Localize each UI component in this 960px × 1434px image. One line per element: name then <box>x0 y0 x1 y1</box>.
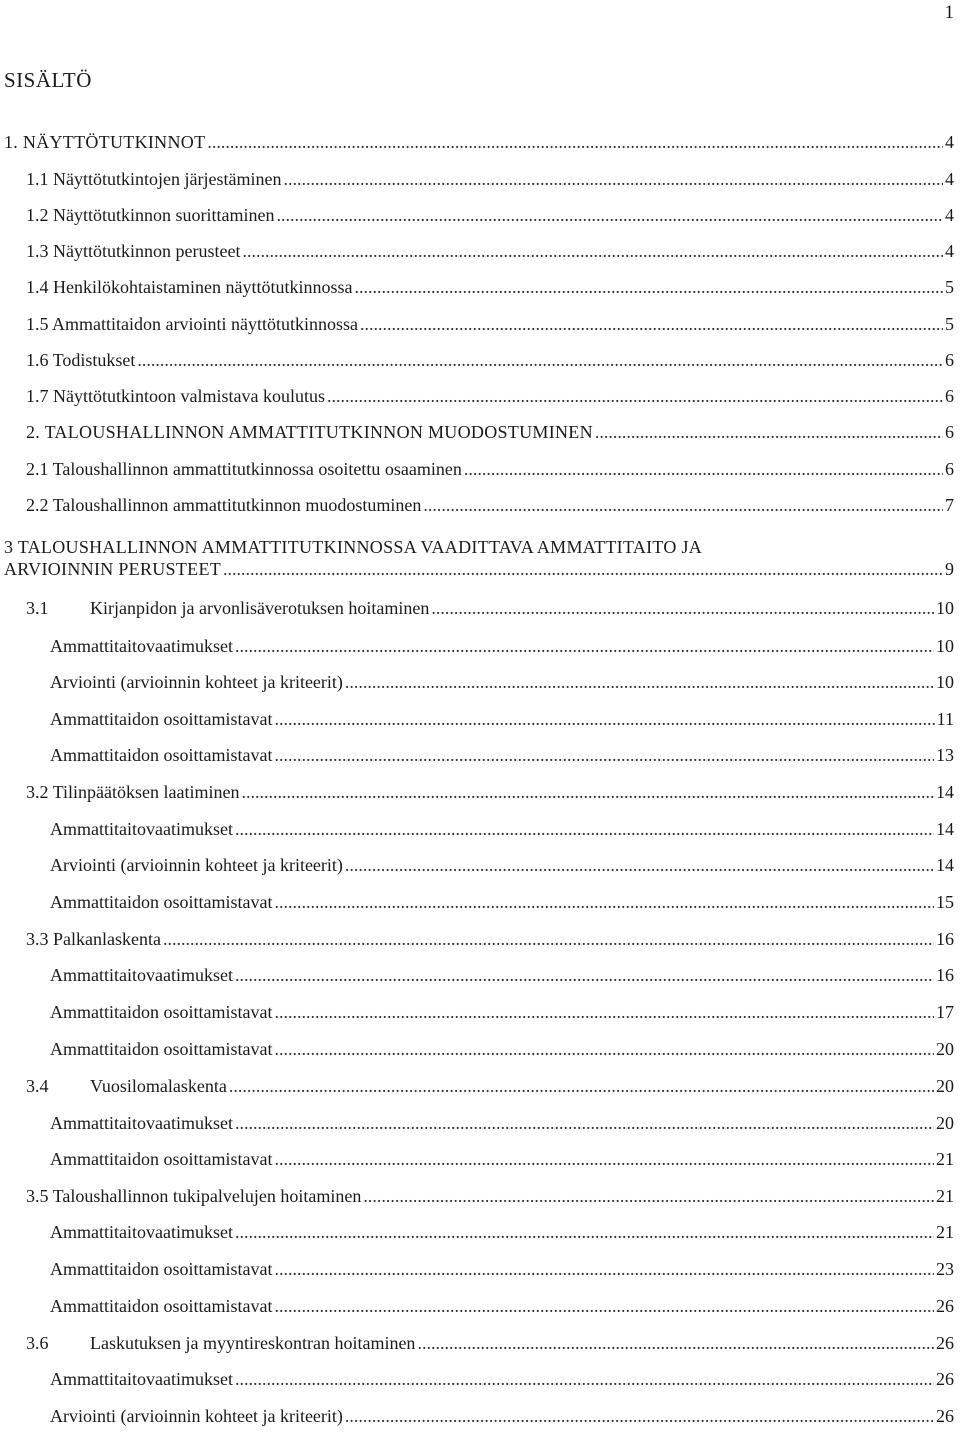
toc-entry-label: Ammattitaidon osoittamistavat <box>50 892 273 912</box>
toc-entry[interactable] <box>0 1361 960 1397</box>
toc-entry-label: Ammattitaitovaatimukset <box>50 1113 233 1133</box>
toc-leader-dots <box>354 269 943 305</box>
toc-entry-number: 3.6 <box>26 1333 49 1353</box>
toc-leader-dots <box>595 414 943 450</box>
toc-leader-dots <box>235 1105 934 1141</box>
toc-entry-label: Ammattitaidon osoittamistavat <box>50 1259 273 1279</box>
toc-entry-page: 26 <box>936 1296 954 1316</box>
toc-entry-number: 3.4 <box>26 1076 49 1096</box>
toc-entry-page: 10 <box>936 598 954 618</box>
toc-entry[interactable] <box>0 487 960 523</box>
toc-entry[interactable] <box>0 957 960 993</box>
toc-leader-dots <box>235 1214 934 1250</box>
toc-entry-label: 1.7 Näyttötutkintoon valmistava koulutus <box>26 386 325 406</box>
toc-entry-page: 26 <box>936 1333 954 1353</box>
toc-entry-page: 6 <box>945 459 954 479</box>
toc-entry-label: Ammattitaidon osoittamistavat <box>50 1002 273 1022</box>
toc-entry[interactable] <box>0 737 960 773</box>
toc-entry[interactable] <box>0 414 960 450</box>
toc-entry[interactable] <box>0 664 960 700</box>
toc-leader-dots <box>276 197 943 233</box>
toc-entry-page: 20 <box>936 1076 954 1096</box>
toc-entry[interactable] <box>0 342 960 378</box>
toc-entry[interactable] <box>0 1178 960 1214</box>
toc-entry-label: 2. TALOUSHALLINNON AMMATTITUTKINNON MUODOSTUMINEN <box>26 422 593 442</box>
toc-entry[interactable] <box>0 1214 960 1250</box>
toc-entry-page: 23 <box>936 1259 954 1279</box>
toc-entry-label-line1: 3 TALOUSHALLINNON AMMATTITUTKINNOSSA VAADITTAVA AMMATTITAITO JA <box>4 537 703 557</box>
toc-entry[interactable] <box>0 1251 960 1287</box>
toc-entry-page: 20 <box>936 1039 954 1059</box>
toc-entry-page: 20 <box>936 1113 954 1133</box>
toc-entry-page: 21 <box>936 1222 954 1242</box>
toc-entry-page: 7 <box>945 495 954 515</box>
toc-leader-dots <box>274 737 934 773</box>
toc-entry-label: 1.1 Näyttötutkintojen järjestäminen <box>26 169 282 189</box>
toc-entry[interactable] <box>0 921 960 957</box>
toc-leader-dots <box>327 378 943 414</box>
toc-entry-page: 4 <box>945 169 954 189</box>
toc-entry-label: ARVIOINNIN PERUSTEET <box>4 559 222 579</box>
toc-entry-label: Ammattitaidon osoittamistavat <box>50 709 273 729</box>
toc-entry-label: Ammattitaidon osoittamistavat <box>50 1149 273 1169</box>
toc-leader-dots <box>274 701 934 737</box>
toc-leader-dots <box>274 994 934 1030</box>
toc-entry[interactable] <box>0 628 960 664</box>
toc-leader-dots <box>417 1325 934 1361</box>
toc-leader-dots <box>363 1178 934 1214</box>
toc-entry[interactable] <box>0 1288 960 1324</box>
toc-leader-dots <box>345 847 934 883</box>
toc-entry[interactable] <box>0 269 960 305</box>
toc-entry-label: Ammattitaidon osoittamistavat <box>50 745 273 765</box>
toc-entry-page: 4 <box>945 132 954 152</box>
toc-entry-label: Arviointi (arvioinnin kohteet ja kriteerit) <box>50 672 343 692</box>
toc-leader-dots <box>223 551 943 587</box>
toc-entry-label: 1.2 Näyttötutkinnon suorittaminen <box>26 205 275 225</box>
toc-entry-page: 14 <box>936 855 954 875</box>
toc-entry-page: 6 <box>945 422 954 442</box>
toc-entry[interactable] <box>0 590 960 626</box>
toc-entry-page: 9 <box>945 559 954 579</box>
toc-entry-label: Ammattitaitovaatimukset <box>50 636 233 656</box>
toc-entry[interactable] <box>0 124 960 160</box>
toc-entry-label: 1.5 Ammattitaidon arviointi näyttötutkinnossa <box>26 314 358 334</box>
toc-entry-page: 26 <box>936 1406 954 1426</box>
toc-entry[interactable] <box>0 161 960 197</box>
toc-leader-dots <box>345 664 934 700</box>
toc-entry-label: Vuosilomalaskenta <box>90 1076 227 1096</box>
toc-entry[interactable] <box>0 1398 960 1434</box>
toc-entry[interactable] <box>0 1325 960 1361</box>
toc-leader-dots <box>345 1398 934 1434</box>
toc-entry[interactable] <box>0 1105 960 1141</box>
toc-entry-page: 14 <box>936 819 954 839</box>
toc-entry-label: 1.3 Näyttötutkinnon perusteet <box>26 241 241 261</box>
toc-leader-dots <box>274 884 934 920</box>
toc-entry[interactable] <box>0 1068 960 1104</box>
toc-entry-page: 5 <box>945 277 954 297</box>
toc-entry[interactable] <box>0 994 960 1030</box>
toc-entry-page: 10 <box>936 636 954 656</box>
toc-entry-label: Ammattitaitovaatimukset <box>50 1222 233 1242</box>
toc-leader-dots <box>235 628 934 664</box>
toc-entry-page: 4 <box>945 205 954 225</box>
toc-entry-number: 3.1 <box>26 598 49 618</box>
toc-entry-label: 3.2 Tilinpäätöksen laatiminen <box>26 782 240 802</box>
toc-entry[interactable] <box>0 701 960 737</box>
toc-entry-page: 16 <box>936 929 954 949</box>
toc-entry[interactable] <box>0 774 960 810</box>
toc-entry-page: 21 <box>936 1186 954 1206</box>
toc-entry-label: 2.2 Taloushallinnon ammattitutkinnon muodostuminen <box>26 495 422 515</box>
toc-entry-page: 13 <box>936 745 954 765</box>
toc-leader-dots <box>235 957 934 993</box>
page-number: 1 <box>944 2 954 23</box>
toc-entry-label: Ammattitaitovaatimukset <box>50 819 233 839</box>
toc-entry[interactable] <box>0 451 960 487</box>
toc-entry-label: 1. NÄYTTÖTUTKINNOT <box>4 132 206 152</box>
toc-leader-dots <box>464 451 943 487</box>
toc-entry-label: 2.1 Taloushallinnon ammattitutkinnossa osoitettu osaaminen <box>26 459 462 479</box>
toc-entry-label: Arviointi (arvioinnin kohteet ja kriteerit) <box>50 855 343 875</box>
toc-leader-dots <box>137 342 943 378</box>
toc-leader-dots <box>423 487 943 523</box>
toc-entry-page: 16 <box>936 965 954 985</box>
toc-entry[interactable] <box>0 378 960 414</box>
toc-leader-dots <box>242 233 943 269</box>
toc-entry[interactable] <box>0 306 960 342</box>
toc-leader-dots <box>229 1068 934 1104</box>
toc-entry-page: 6 <box>945 386 954 406</box>
toc-entry-page: 26 <box>936 1369 954 1389</box>
toc-leader-dots <box>235 811 934 847</box>
toc-leader-dots <box>163 921 934 957</box>
toc-entry[interactable] <box>0 197 960 233</box>
toc-entry-page: 5 <box>945 314 954 334</box>
toc-heading: SISÄLTÖ <box>4 68 92 92</box>
toc-leader-dots <box>207 124 943 160</box>
toc-entry-page: 10 <box>936 672 954 692</box>
toc-entry[interactable] <box>0 551 960 587</box>
toc-entry-label: Ammattitaidon osoittamistavat <box>50 1039 273 1059</box>
toc-entry-page: 17 <box>936 1002 954 1022</box>
toc-entry[interactable] <box>0 1141 960 1177</box>
toc-entry-page: 6 <box>945 350 954 370</box>
toc-entry-label: Laskutuksen ja myyntireskontran hoitaminen <box>90 1333 416 1353</box>
toc-entry[interactable] <box>0 884 960 920</box>
toc-entry[interactable] <box>0 233 960 269</box>
toc-entry-label: Arviointi (arvioinnin kohteet ja kriteerit) <box>50 1406 343 1426</box>
toc-entry-page: 21 <box>936 1149 954 1169</box>
toc-leader-dots <box>283 161 943 197</box>
toc-entry-label: 3.5 Taloushallinnon tukipalvelujen hoitaminen <box>26 1186 362 1206</box>
toc-leader-dots <box>274 1251 934 1287</box>
toc-entry-page: 4 <box>945 241 954 261</box>
toc-entry-label: Ammattitaitovaatimukset <box>50 1369 233 1389</box>
toc-entry-page: 15 <box>936 892 954 912</box>
toc-entry[interactable] <box>0 811 960 847</box>
toc-entry-page: 11 <box>936 709 954 729</box>
toc-entry-page: 14 <box>936 782 954 802</box>
toc-leader-dots <box>431 590 934 626</box>
toc-entry-label: Kirjanpidon ja arvonlisäverotuksen hoitaminen <box>90 598 430 618</box>
toc-entry-label: 3.3 Palkanlaskenta <box>26 929 161 949</box>
toc-leader-dots <box>235 1361 934 1397</box>
toc-leader-dots <box>242 774 935 810</box>
toc-entry-label: Ammattitaitovaatimukset <box>50 965 233 985</box>
toc-entry-label: 1.6 Todistukset <box>26 350 136 370</box>
toc-leader-dots <box>274 1141 934 1177</box>
toc-entry-label: 1.4 Henkilökohtaistaminen näyttötutkinnossa <box>26 277 353 297</box>
toc-leader-dots <box>360 306 943 342</box>
toc-entry[interactable] <box>0 1031 960 1067</box>
toc-entry-label: Ammattitaidon osoittamistavat <box>50 1296 273 1316</box>
toc-entry[interactable] <box>0 847 960 883</box>
toc-leader-dots <box>274 1288 934 1324</box>
toc-leader-dots <box>274 1031 934 1067</box>
